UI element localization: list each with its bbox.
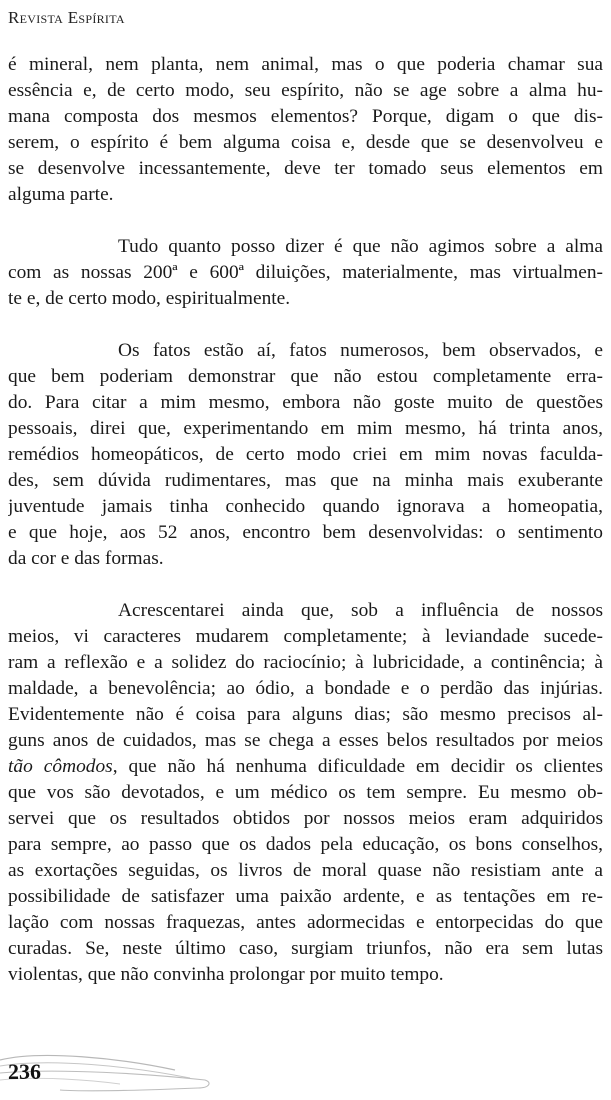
text-line: Acrescentarei ainda que, sob a influência de nossos xyxy=(118,600,603,621)
paragraph-4 xyxy=(8,598,603,988)
text-line: Evidentemente não é coisa para alguns dias; são mesmo precisos al- xyxy=(8,704,603,725)
page-body xyxy=(8,52,603,988)
italic-phrase: tão cômodos xyxy=(8,756,113,777)
italic-line-rest: , que não há nenhuma dificuldade em decidir os clientes xyxy=(112,756,603,777)
paragraph-2 xyxy=(8,234,603,312)
text-line: juventude jamais tinha conhecido quando ignorava a homeopatia, xyxy=(8,496,603,517)
text-line: essência e, de certo modo, seu espírito, não se age sobre a alma hu- xyxy=(8,80,603,101)
paragraph-1 xyxy=(8,52,603,208)
text-line: da cor e das formas. xyxy=(8,548,164,569)
text-line: lação com nossas fraquezas, antes adormecidas e entorpecidas do que xyxy=(8,912,603,933)
running-header: Revista Espírita xyxy=(8,8,125,27)
text-line: guns anos de cuidados, mas se chega a esses belos resultados por meios xyxy=(8,730,603,751)
text-line: para sempre, ao passo que os dados pela educação, os bons conselhos, xyxy=(8,834,603,855)
text-line: as exortações seguidas, os livros de moral quase não resistiam ante a xyxy=(8,860,603,881)
text-line: é mineral, nem planta, nem animal, mas o que poderia chamar sua xyxy=(8,54,603,75)
text-line: maldade, a benevolência; ao ódio, a bondade e o perdão das injúrias. xyxy=(8,678,603,699)
text-line: des, sem dúvida rudimentares, mas que na minha mais exuberante xyxy=(8,470,603,491)
text-line: Tudo quanto posso dizer é que não agimos sobre a alma xyxy=(118,236,603,257)
text-line: pessoais, direi que, experimentando em mim mesmo, há trinta anos, xyxy=(8,418,603,439)
text-line: remédios homeopáticos, de certo modo criei em mim novas faculda- xyxy=(8,444,603,465)
text-line: meios, vi caracteres mudarem completamente; à leviandade sucede- xyxy=(8,626,603,647)
text-line: servei que os resultados obtidos por nossos meios eram adquiridos xyxy=(8,808,603,829)
text-line: que bem poderiam demonstrar que não estou completamente erra- xyxy=(8,366,603,387)
text-line: do. Para citar a mim mesmo, embora não goste muito de questões xyxy=(8,392,603,413)
page-number: 236 xyxy=(8,1059,41,1084)
text-line: que vos são devotados, e um médico os tem sempre. Eu mesmo ob- xyxy=(8,782,603,803)
text-line: com as nossas 200ª e 600ª diluições, materialmente, mas virtualmen- xyxy=(8,262,603,283)
text-line: te e, de certo modo, espiritualmente. xyxy=(8,288,291,309)
text-line: ram a reflexão e a solidez do raciocínio; à lubricidade, a continência; à xyxy=(8,652,603,673)
text-line: e que hoje, aos 52 anos, encontro bem desenvolvidas: o sentimento xyxy=(8,522,603,543)
text-line: Os fatos estão aí, fatos numerosos, bem observados, e xyxy=(118,340,603,361)
text-line: curadas. Se, neste último caso, surgiam triunfos, não era sem lutas xyxy=(8,938,603,959)
paragraph-3 xyxy=(8,338,603,572)
text-line: possibilidade de satisfazer uma paixão ardente, e as tentações em re- xyxy=(8,886,603,907)
text-line: se desenvolve incessantemente, deve ter tomado seus elementos em xyxy=(8,158,603,179)
text-line: alguma parte. xyxy=(8,184,114,205)
text-line: mana composta dos mesmos elementos? Porque, digam o que dis- xyxy=(8,106,603,127)
text-line-italic xyxy=(8,754,603,780)
text-line: serem, o espírito é bem alguma coisa e, desde que se desenvolveu e xyxy=(8,132,603,153)
text-line: violentas, que não convinha prolongar por muito tempo. xyxy=(8,964,444,985)
